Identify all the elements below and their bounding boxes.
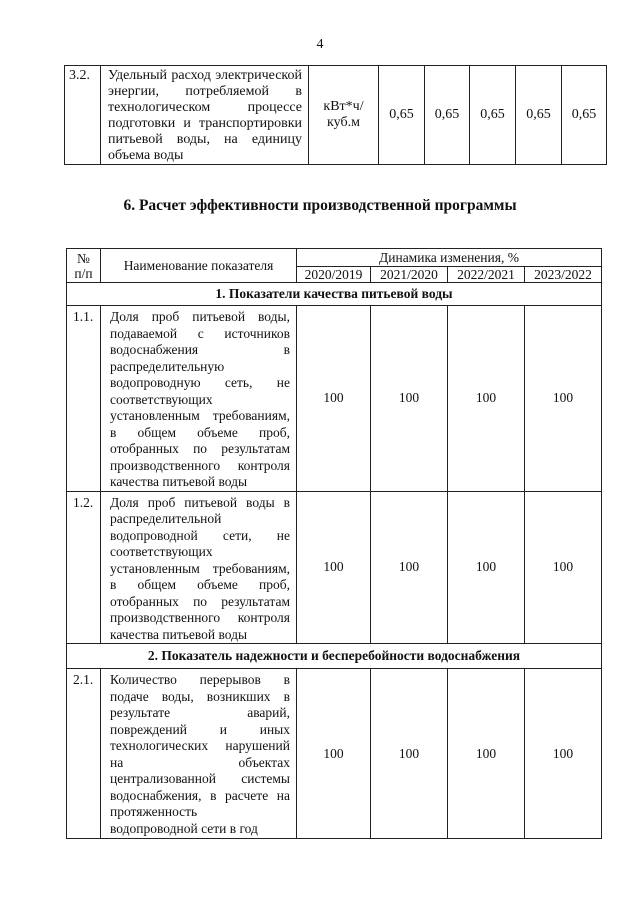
value-cell: 100 <box>448 306 525 492</box>
value-cell: 100 <box>448 491 525 644</box>
value-cell: 100 <box>371 491 448 644</box>
header-number <box>67 249 101 283</box>
unit-cell <box>309 66 379 165</box>
description-line: водоснабжения в <box>110 342 290 357</box>
table-row <box>67 491 602 644</box>
header-year: 2022/2021 <box>448 267 525 283</box>
table-row <box>65 66 607 165</box>
row-description <box>101 491 297 644</box>
description-line: в общем объеме проб, <box>110 577 290 592</box>
row-number: 3.2. <box>65 66 101 165</box>
value-cell: 100 <box>371 306 448 492</box>
header-number-line: п/п <box>74 265 93 281</box>
value-cell: 0,65 <box>425 66 470 165</box>
value-cell: 0,65 <box>470 66 516 165</box>
header-year: 2021/2020 <box>371 267 448 283</box>
description-line: качества питьевой воды <box>110 626 248 642</box>
unit-line: куб.м <box>327 115 360 130</box>
description-line: распределительной <box>110 511 222 526</box>
description-line: повреждений и иных <box>110 721 290 737</box>
description-line: подаваемой с источников <box>110 325 290 341</box>
header-year: 2020/2019 <box>297 267 371 283</box>
value-cell: 100 <box>525 491 602 644</box>
row-number: 1.2. <box>67 491 101 644</box>
description-line: Доля проб питьевой воды, <box>110 309 290 324</box>
value-cell: 100 <box>297 491 371 644</box>
description-line: производственного контроля <box>110 610 290 625</box>
table-row <box>67 306 602 492</box>
value-cell: 0,65 <box>516 66 562 165</box>
description-line: централизованной системы <box>110 771 290 786</box>
value-cell: 100 <box>525 306 602 492</box>
description-line: установленным требованиям, <box>110 408 290 423</box>
description-line: технологических нарушений <box>110 738 290 753</box>
description-line: водопроводной сети, не <box>110 527 290 543</box>
row-description <box>101 66 309 165</box>
value-cell: 0,65 <box>379 66 425 165</box>
description-line: распределительную <box>110 358 225 374</box>
description-line: Доля проб питьевой воды в <box>110 494 290 510</box>
description-line: питьевой воды, на единицу <box>108 132 302 147</box>
description-line: качества питьевой воды <box>110 474 248 489</box>
description-line: установленным требованиям, <box>110 560 290 576</box>
row-number: 2.1. <box>67 669 101 839</box>
value-cell: 100 <box>448 669 525 839</box>
group-row <box>67 644 602 669</box>
description-line: протяженность <box>110 804 198 819</box>
header-name: Наименование показателя <box>101 249 297 283</box>
description-line: подготовки и транспортировки <box>108 116 302 131</box>
description-line: отобранных по результатам <box>110 441 290 456</box>
description-line: водоснабжения, в расчете на <box>110 787 290 803</box>
value-cell: 0,65 <box>562 66 607 165</box>
description-line: отобранных по результатам <box>110 593 290 609</box>
description-line: водопроводной сети в год <box>110 820 258 836</box>
description-line: Удельный расход электрической <box>108 68 302 83</box>
description-line: энергии, потребляемой в <box>108 84 302 99</box>
description-line: результате аварий, <box>110 705 290 720</box>
description-line: объема воды <box>108 148 184 163</box>
header-row <box>67 249 602 267</box>
group-row <box>67 283 602 306</box>
row-description <box>101 306 297 492</box>
value-cell: 100 <box>297 669 371 839</box>
value-cell: 100 <box>525 669 602 839</box>
description-line: водопроводную сеть, не <box>110 375 290 390</box>
description-line: производственного контроля <box>110 457 290 473</box>
description-line: соответствующих <box>110 391 213 407</box>
header-number-line: № <box>77 250 90 266</box>
value-cell: 100 <box>371 669 448 839</box>
efficiency-table <box>66 248 602 839</box>
section-title: 6. Расчет эффективности производственной программы <box>123 197 517 214</box>
description-line: в общем объеме проб, <box>110 424 290 440</box>
page-number: 4 <box>316 37 324 52</box>
description-line: подаче воды, возникших в <box>110 688 290 704</box>
group-title: 2. Показатель надежности и бесперебойности водоснабжения <box>67 644 602 669</box>
description-line: технологическом процессе <box>108 100 302 115</box>
table-row <box>67 669 602 839</box>
row-number: 1.1. <box>67 306 101 492</box>
group-title: 1. Показатели качества питьевой воды <box>67 283 602 306</box>
row-description <box>101 669 297 839</box>
value-cell: 100 <box>297 306 371 492</box>
continued-table <box>64 65 607 165</box>
description-line: Количество перерывов в <box>110 672 290 687</box>
header-dynamics: Динамика изменения, % <box>297 249 602 267</box>
description-line: на объектах <box>110 754 290 770</box>
unit-line: кВт*ч/ <box>323 99 364 114</box>
header-year: 2023/2022 <box>525 267 602 283</box>
description-line: соответствующих <box>110 544 213 559</box>
